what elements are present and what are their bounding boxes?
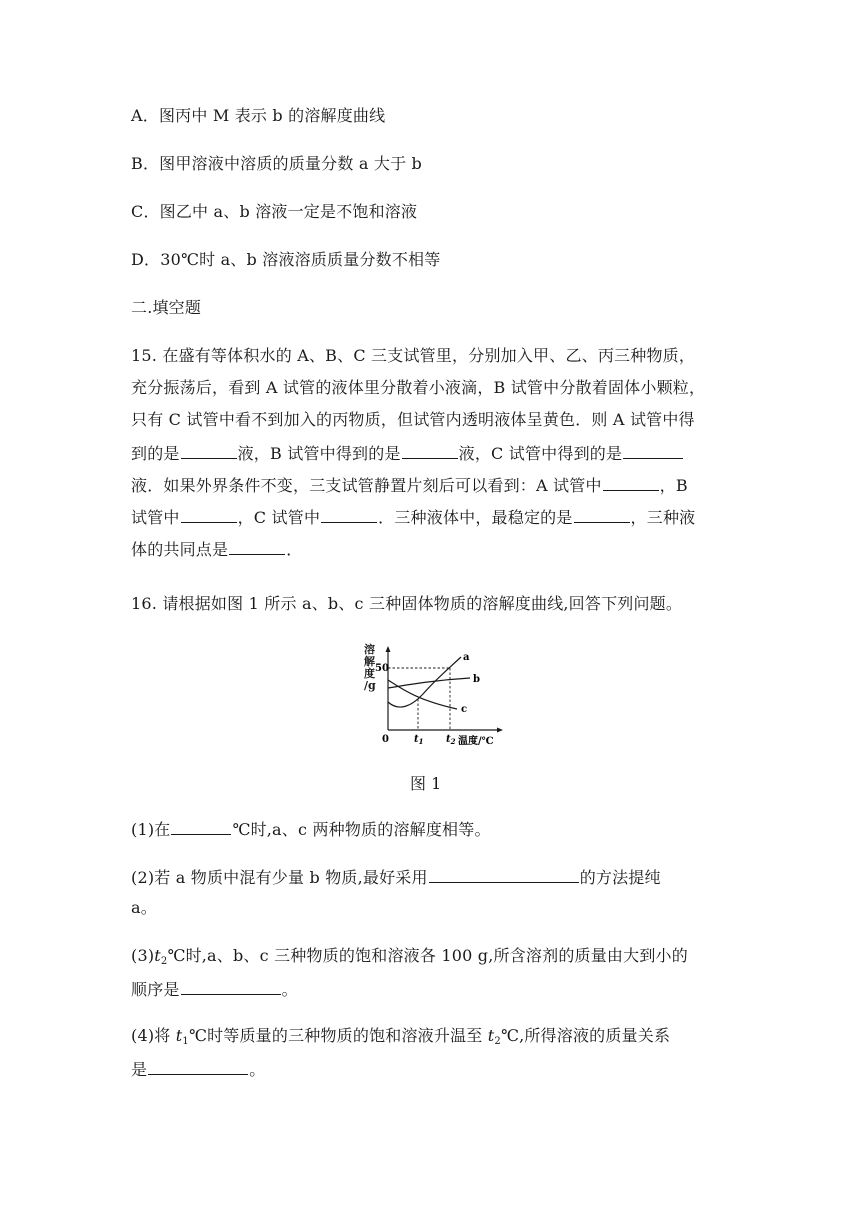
q16-text: ℃时,a、c 两种物质的溶解度相等。 <box>232 820 491 839</box>
answer-blank[interactable] <box>229 538 285 555</box>
x-axis-arrow <box>497 728 503 733</box>
option-d: D．30℃时 a、b 溶液溶质质量分数不相等 <box>131 250 441 269</box>
q15-line-2: 充分振荡后，看到 A 试管的液体里分散着小液滴，B 试管中分散着固体小颗粒， <box>131 378 706 397</box>
q15-line-1: 15. 在盛有等体积水的 A、B、C 三支试管里，分别加入甲、乙、丙三种物质， <box>131 346 696 365</box>
q15-line-5 <box>131 474 688 496</box>
answer-blank[interactable] <box>603 474 659 491</box>
origin-label: 0 <box>382 734 389 745</box>
q16-part-4 <box>131 1026 670 1052</box>
q16-text: 顺序是 <box>131 980 180 999</box>
q16-text: 。 <box>249 1060 266 1079</box>
answer-blank[interactable] <box>171 818 231 835</box>
y-label-char: 解 <box>364 655 375 668</box>
q16-text: 的方法提纯 <box>579 868 661 887</box>
t1-subscript: 1 <box>182 1036 189 1047</box>
section-title: 二.填空题 <box>131 298 202 317</box>
x-tick-t1: $t_1$ <box>414 734 424 746</box>
q16-text: 是 <box>131 1060 148 1079</box>
answer-blank[interactable] <box>574 506 630 523</box>
q16-part-2-cont: a。 <box>131 898 157 917</box>
t2-subscript: 2 <box>160 956 168 967</box>
q15-text: 液，B 试管中得到的是 <box>237 444 401 463</box>
q15-text: 液，C 试管中得到的是 <box>458 444 623 463</box>
q16-part-3 <box>131 946 688 972</box>
q15-text: 体的共同点是 <box>131 540 229 559</box>
answer-blank[interactable] <box>181 442 237 459</box>
x-axis-label: 温度/℃ <box>458 736 494 747</box>
q15-text: 试管中 <box>131 508 180 527</box>
q16-part-2 <box>131 866 661 888</box>
q15-text: ，C 试管中 <box>237 508 321 527</box>
q16-text: 。 <box>281 980 298 999</box>
y-label-char: 度 <box>364 667 375 680</box>
q15-line-3: 只有 C 试管中看不到加入的丙物质，但试管内透明液体呈黄色．则 A 试管中得 <box>131 410 695 429</box>
q16-part-3-cont <box>131 978 298 1000</box>
option-c: C．图乙中 a、b 溶液一定是不饱和溶液 <box>131 202 418 221</box>
figure-caption: 图 1 <box>410 774 442 793</box>
q15-text: 液．如果外界条件不变，三支试管静置片刻后可以看到：A 试管中 <box>131 476 602 495</box>
answer-blank[interactable] <box>429 866 579 883</box>
t2-subscript: 2 <box>494 1036 501 1047</box>
q15-line-6 <box>131 506 695 528</box>
t2-symbol: t <box>487 1026 495 1045</box>
option-a: A．图丙中 M 表示 b 的溶解度曲线 <box>131 106 386 125</box>
q15-text: ，B <box>659 476 688 495</box>
q16-text: ℃时,a、b、c 三种物质的饱和溶液各 100 g,所含溶剂的质量由大到小的 <box>167 946 688 965</box>
answer-blank[interactable] <box>148 1058 248 1075</box>
series-label-c: c <box>461 704 468 715</box>
q15-text: ，三种液 <box>630 508 696 527</box>
answer-blank[interactable] <box>181 978 281 995</box>
series-label-a: a <box>463 652 470 663</box>
solubility-chart <box>357 640 507 750</box>
q16-text: (3) <box>131 946 155 965</box>
curve-b <box>388 678 470 688</box>
q16-text: (1)在 <box>131 820 171 839</box>
t1-symbol: t <box>175 1026 183 1045</box>
answer-blank[interactable] <box>321 506 377 523</box>
q16-part-1 <box>131 818 491 840</box>
q16-text: ℃,所得溶液的质量关系 <box>500 1026 671 1045</box>
q15-line-4 <box>131 442 684 464</box>
q16-part-4-cont <box>131 1058 265 1080</box>
x-tick-t2: $t_2$ <box>446 734 456 746</box>
t2-symbol: t <box>154 946 161 965</box>
series-label-b: b <box>473 674 480 685</box>
q15-line-7 <box>131 538 302 560</box>
y-axis-arrow <box>386 646 391 652</box>
q15-text: ． <box>286 540 303 559</box>
y-tick-50: 50 <box>375 663 389 674</box>
q16-text: (2)若 a 物质中混有少量 b 物质,最好采用 <box>131 868 428 887</box>
option-b: B．图甲溶液中溶质的质量分数 a 大于 b <box>131 154 422 173</box>
q15-text: ．三种液体中，最稳定的是 <box>378 508 573 527</box>
q16-text: (4)将 <box>131 1026 176 1045</box>
q16-text: ℃时等质量的三种物质的饱和溶液升温至 <box>188 1026 488 1045</box>
y-label-char: /g <box>364 679 376 692</box>
answer-blank[interactable] <box>402 442 458 459</box>
q15-text: 到的是 <box>131 444 180 463</box>
solubility-curve-figure <box>357 640 507 750</box>
q16-intro: 16. 请根据如图 1 所示 a、b、c 三种固体物质的溶解度曲线,回答下列问题。 <box>131 594 683 613</box>
answer-blank[interactable] <box>623 442 683 459</box>
answer-blank[interactable] <box>181 506 237 523</box>
y-label-char: 溶 <box>364 643 375 656</box>
